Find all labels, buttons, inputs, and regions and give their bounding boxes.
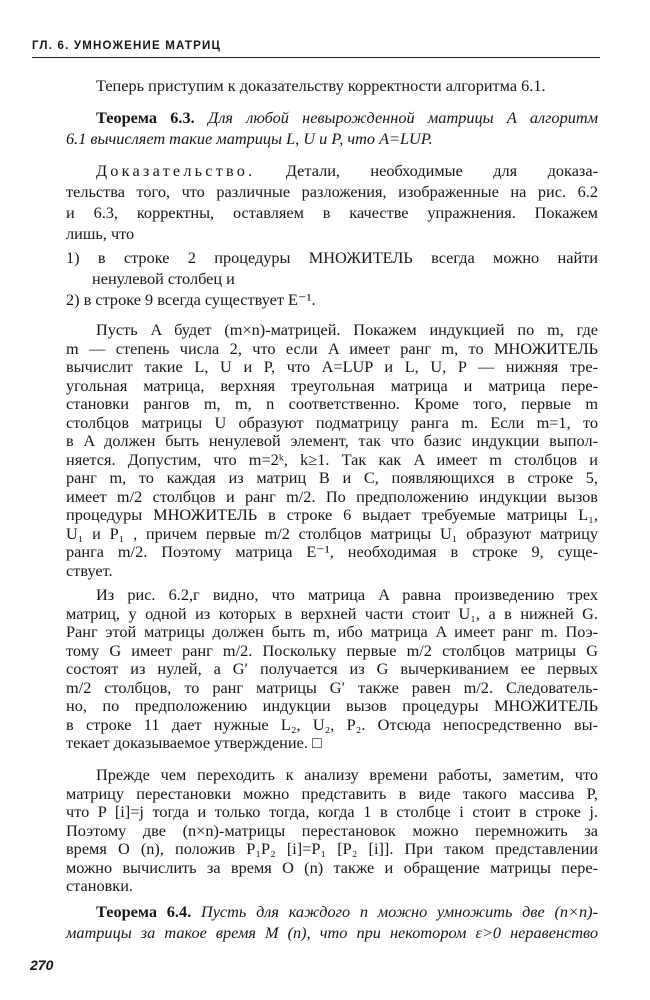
running-header [32,40,600,62]
paragraph-4-line: в строке 11 дает нужные L₂, U₂, P₂. Отсюда непосредственно вы- [66,714,598,734]
paragraph-3-line: m — степень числа 2, что если A имеет ранг m, то МНОЖИТЕЛЬ [66,338,598,358]
paragraph-5-line: Поэтому две (n×n)-матрицы перестановок можно перемножить за [66,820,598,840]
paragraph-4-line: m/2 столбцов, то ранг матрицы G′ также равен m/2. Следователь- [66,677,598,697]
paragraph-3-line: процедуры МНОЖИТЕЛЬ в строке 6 выдает требуемые матрицы L₁, [66,505,598,524]
paragraph-4-line: текает доказываемое утверждение. □ [66,733,322,752]
paragraph-3-line: в A должен быть ненулевой элемент, так что базис индукции выпол- [66,431,598,450]
paragraph-3-line: няется. Допустим, что m=2ᵏ, k≥1. Так как A имеет m столбцов и [66,449,598,469]
paragraph-4-line: состоят из нулей, а G′ получается из G вычеркиванием ее первых [66,659,598,678]
paragraph-3-line: угольная матрица, верхняя треугольная матрица и матрица пере- [66,375,598,395]
paragraph-4-line: Из рис. 6.2,г видно, что матрица A равна произведению трех [96,585,598,604]
paragraph-3-line: имеет m/2 столбцов и ранг m/2. По предположению индукции вызов [66,486,598,506]
paragraph-3-line: ранг m, то каждая из матриц B и C, появляющихся в строке 5, [66,468,598,487]
paragraph-5-line: что P [i]=j тогда и только тогда, когда 1 в столбце i стоит в строке j. [66,802,598,821]
proof-line-3: и 6.3, корректны, оставляем в качестве упражнения. Покажем [66,203,598,222]
running-head-text: ГЛ. 6. УМНОЖЕНИЕ МАТРИЦ [32,40,222,52]
paragraph-3-line: Пусть A будет (m×n)-матрицей. Покажем индукцией по m, где [96,320,598,339]
paragraph-3-line: вычислит такие L, U и P, что A=LUP и L, U, P — нижняя тре- [66,357,598,376]
proof-line-2: тельства того, что различные разложения, изображенные на рис. 6.2 [66,182,598,201]
proof-label: Доказательство. [96,161,256,180]
paragraph-5-line: можно вычислить за время O (n) также и обращение матрицы пере- [66,857,598,877]
paragraph-3-line: ствует. [66,560,113,580]
paragraph-4-line: тому G имеет ранг m/2. Поскольку первые m/2 столбцов матрицы G [66,640,598,660]
theorem-6-4-label: Теорема 6.4. [96,902,192,921]
paragraph-4-line: Ранг этой матрицы должен быть m, ибо матрица A имеет ранг m. Поэ- [66,622,598,641]
proof-line-4: лишь, что [66,224,135,243]
paragraph-3-line: столбцов матрицы U образуют подматрицу ранга m. Если m=1, то [66,412,598,432]
paragraph-3-line: ранга m/2. Поэтому матрица E⁻¹, необходимая в строке 9, суще- [66,542,598,561]
theorem-6-3-line-2: 6.1 вычисляет такие матрицы L, U и P, что A=LUP. [66,129,433,148]
paragraph-5-line: становки. [66,876,134,895]
paragraph-4-line: матриц, у одной из которых в верхней части стоит U₁, а в нижней G. [66,603,598,623]
theorem-6-4-line-2: матрицы за такое время M (n), что при некотором ε>0 неравенство [66,923,598,942]
paragraph-5-line: Прежде чем переходить к анализу времени работы, заметим, что [96,765,598,784]
paragraph-5-line: время O (n), положив P₁P₂ [i]=P₁ [P₂ [i]]. При таком представлении [66,839,598,858]
list-item-1-line-1: 1) в строке 2 процедуры МНОЖИТЕЛЬ всегда можно найти [66,248,598,267]
list-item-2: 2) в строке 9 всегда существует E⁻¹. [66,290,316,309]
proof-text-1: Детали, необходимые для доказа- [285,161,598,180]
paragraph-5-line: матрицу перестановки можно представить в виде такого массива P, [66,783,598,803]
theorem-6-3-label: Теорема 6.3. [96,108,195,127]
list-item-1-line-2: ненулевой столбец и [92,269,235,288]
theorem-6-3-text-1: Для любой невырожденной матрицы A алгоритм [207,108,598,127]
paragraph-4-line: но, по предположению индукции вызов процедуры МНОЖИТЕЛЬ [66,696,598,715]
paragraph-3-line: становки рангов m, m, n соответственно. Кроме того, первые m [66,394,598,413]
header-rule [32,57,600,58]
theorem-6-4-line-1b [96,902,598,922]
paragraph-3-line: U₁ и P₁ , причем первые m/2 столбцов матрицы U₁ образуют матрицу [66,523,598,543]
theorem-6-4-text-1: Пусть для каждого n можно умножить две (n×n)- [200,902,598,921]
proof-line-1 [96,161,598,181]
paragraph-intro: Теперь приступим к доказательству корректности алгоритма 6.1. [96,76,546,95]
page-number: 270 [30,957,54,973]
theorem-6-3-line-1 [96,108,598,128]
